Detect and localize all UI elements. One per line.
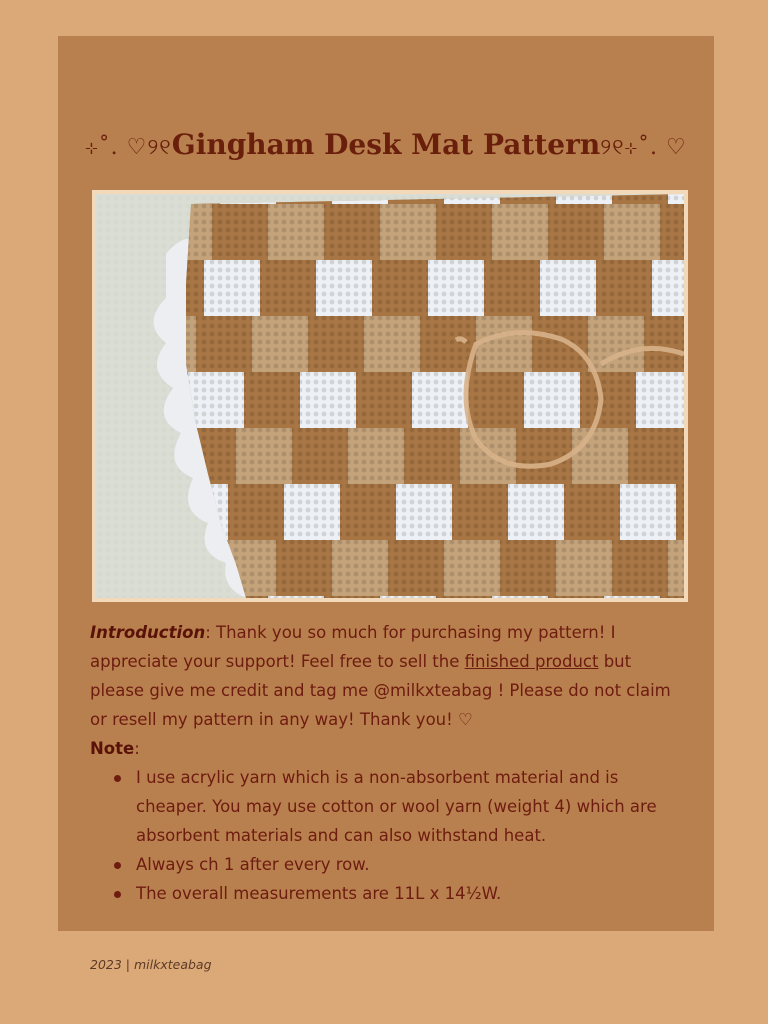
intro-text-1: : Thank you so much for purchasing my pattern! I appreciate your support! Feel free to sell the bbox=[90, 623, 616, 671]
photo-frame bbox=[92, 190, 688, 602]
intro-paragraph bbox=[90, 618, 690, 734]
list-item: I use acrylic yarn which is a non-absorbent material and is cheaper. You may use cotton or wool yarn (weight 4) which are absorbent materials and can also withstand heat. bbox=[136, 763, 690, 850]
title-text: Gingham Desk Mat Pattern bbox=[171, 128, 601, 161]
intro-text-2: but please give me credit and tag me @milkxteabag ! Please do not claim or resell my pattern in any way! Thank you! ♡ bbox=[90, 652, 671, 729]
pattern-panel bbox=[58, 36, 714, 931]
note-colon: : bbox=[134, 739, 140, 758]
list-item: Always ch 1 after every row. bbox=[136, 850, 690, 879]
intro-label: Introduction bbox=[90, 623, 206, 642]
note-list bbox=[90, 763, 690, 908]
note-label: Note bbox=[90, 739, 135, 758]
finished-product-link[interactable]: finished product bbox=[464, 652, 599, 671]
title-decoration-right: ୨୧⊹˚. ♡ bbox=[600, 135, 687, 160]
intro-section bbox=[90, 618, 690, 908]
list-item: The overall measurements are 11L x 14½W. bbox=[136, 879, 690, 908]
note-heading bbox=[90, 734, 690, 763]
footer-credit: 2023 | milkxteabag bbox=[90, 957, 212, 972]
crochet-mat-photo bbox=[96, 194, 684, 598]
page-title bbox=[58, 128, 714, 161]
title-decoration-left: ⊹˚. ♡୨୧ bbox=[85, 135, 172, 160]
